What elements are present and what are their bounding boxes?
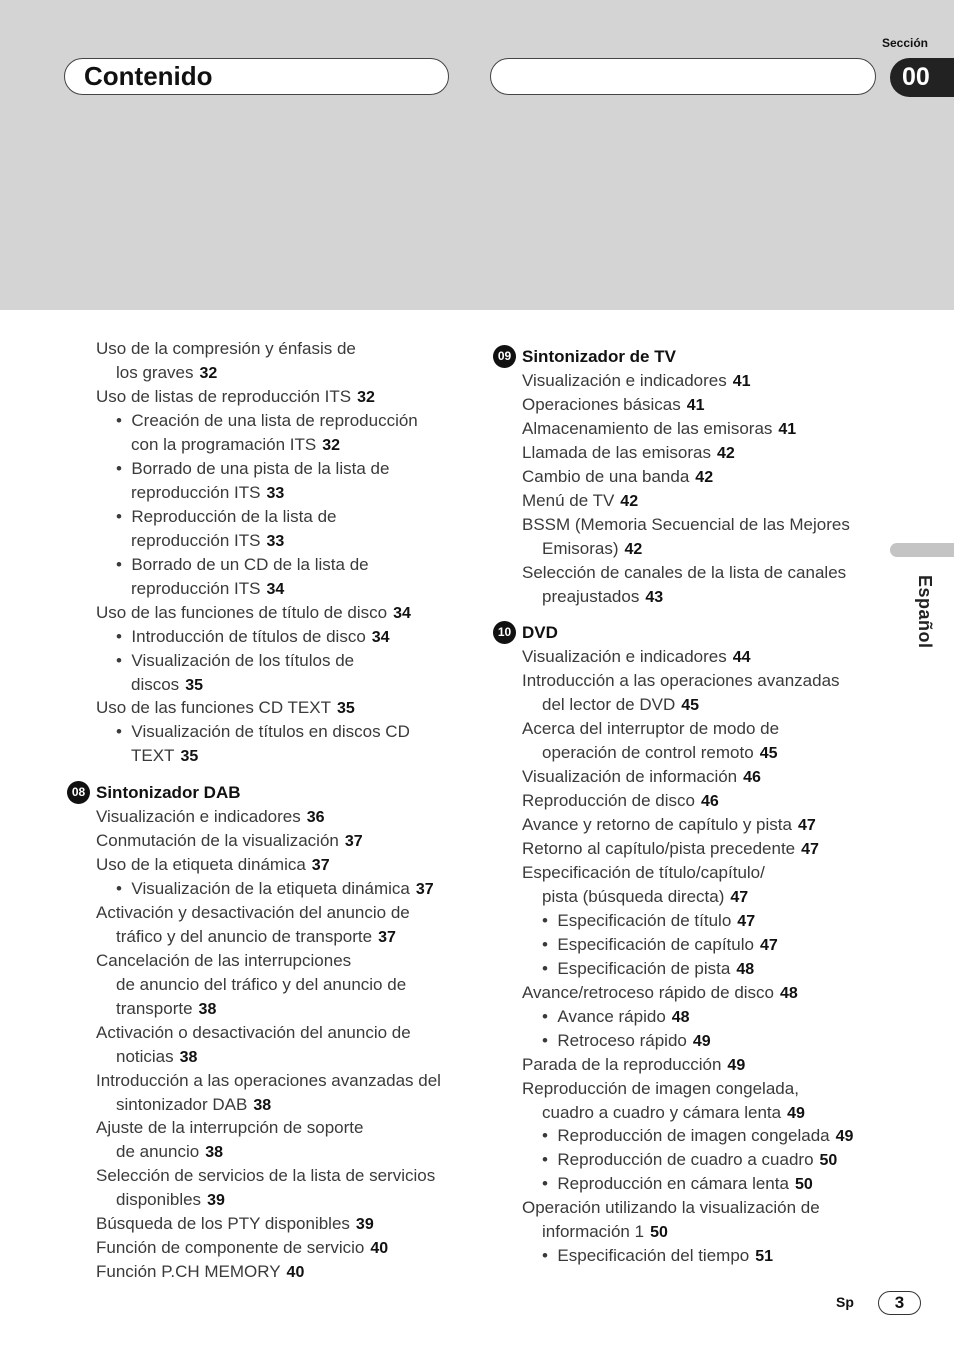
language-label: Español — [915, 575, 935, 649]
toc-entry[interactable]: Emisoras) 42 — [542, 539, 643, 558]
toc-entry[interactable]: tráfico y del anuncio de transporte 37 — [116, 927, 396, 946]
chapter-badge-08: 08 — [67, 781, 90, 804]
toc-entry[interactable]: Avance/retroceso rápido de disco 48 — [522, 983, 798, 1002]
toc-entry[interactable]: Uso de la compresión y énfasis de — [96, 339, 356, 358]
toc-subentry[interactable]: • Avance rápido 48 — [542, 1007, 690, 1026]
toc-subentry[interactable]: • Creación de una lista de reproducción — [116, 411, 418, 430]
toc-subentry[interactable]: • Especificación de título 47 — [542, 911, 756, 930]
toc-entry[interactable]: Reproducción de disco 46 — [522, 791, 719, 810]
toc-subentry[interactable]: • Borrado de un CD de la lista de — [116, 555, 369, 574]
page-number: 3 — [878, 1291, 921, 1315]
toc-entry[interactable]: Llamada de las emisoras 42 — [522, 443, 735, 462]
header-band — [0, 0, 954, 310]
side-tab — [890, 543, 954, 557]
toc-entry[interactable]: Retorno al capítulo/pista precedente 47 — [522, 839, 819, 858]
toc-subentry[interactable]: • Visualización de los títulos de — [116, 651, 355, 670]
toc-subentry[interactable]: • Retroceso rápido 49 — [542, 1031, 711, 1050]
toc-subentry[interactable]: reproducción ITS 33 — [131, 531, 285, 550]
toc-entry[interactable]: Activación y desactivación del anuncio de — [96, 903, 410, 922]
toc-subentry[interactable]: • Especificación del tiempo 51 — [542, 1246, 774, 1265]
toc-subentry[interactable]: • Reproducción de la lista de — [116, 507, 337, 526]
toc-subentry[interactable]: reproducción ITS 34 — [131, 579, 285, 598]
toc-subentry[interactable]: • Especificación de pista 48 — [542, 959, 755, 978]
toc-subentry[interactable]: reproducción ITS 33 — [131, 483, 285, 502]
toc-entry[interactable]: Visualización e indicadores 41 — [522, 371, 751, 390]
chapter-title-tv[interactable]: Sintonizador de TV — [522, 347, 676, 366]
toc-entry[interactable]: Selección de canales de la lista de canales — [522, 563, 847, 582]
toc-entry[interactable]: Menú de TV 42 — [522, 491, 639, 510]
toc-entry[interactable]: Uso de las funciones de título de disco 34 — [96, 603, 411, 622]
chapter-badge-10: 10 — [493, 621, 516, 644]
chapter-title-dab[interactable]: Sintonizador DAB — [96, 783, 241, 802]
toc-entry[interactable]: Visualización e indicadores 36 — [96, 807, 325, 826]
toc-subentry[interactable]: • Borrado de una pista de la lista de — [116, 459, 390, 478]
toc-entry[interactable]: de anuncio del tráfico y del anuncio de — [116, 975, 407, 994]
toc-entry[interactable]: Función P.CH MEMORY 40 — [96, 1262, 305, 1281]
toc-entry[interactable]: noticias 38 — [116, 1047, 198, 1066]
toc-entry[interactable]: Reproducción de imagen congelada, — [522, 1079, 799, 1098]
blank-header-box — [490, 58, 876, 95]
toc-subentry[interactable]: con la programación ITS 32 — [131, 435, 340, 454]
toc-entry[interactable]: preajustados 43 — [542, 587, 664, 606]
chapter-badge-09: 09 — [493, 345, 516, 368]
toc-entry[interactable]: información 1 50 — [542, 1222, 668, 1241]
toc-entry[interactable]: Introducción a las operaciones avanzadas — [522, 671, 840, 690]
toc-entry[interactable]: sintonizador DAB 38 — [116, 1095, 272, 1114]
toc-subentry[interactable]: • Introducción de títulos de disco 34 — [116, 627, 390, 646]
toc-entry[interactable]: Ajuste de la interrupción de soporte — [96, 1118, 364, 1137]
toc-subentry[interactable]: • Especificación de capítulo 47 — [542, 935, 778, 954]
section-number: 00 — [890, 58, 954, 97]
toc-entry[interactable]: Uso de listas de reproducción ITS 32 — [96, 387, 375, 406]
chapter-title-dvd[interactable]: DVD — [522, 623, 558, 642]
toc-entry[interactable]: Uso de la etiqueta dinámica 37 — [96, 855, 330, 874]
toc-entry[interactable]: BSSM (Memoria Secuencial de las Mejores — [522, 515, 850, 534]
toc-subentry[interactable]: • Visualización de la etiqueta dinámica 37 — [116, 879, 434, 898]
section-label: Sección — [881, 36, 929, 50]
toc-entry[interactable]: Uso de las funciones CD TEXT 35 — [96, 698, 355, 717]
toc-entry[interactable]: Almacenamiento de las emisoras 41 — [522, 419, 797, 438]
toc-entry[interactable]: operación de control remoto 45 — [542, 743, 778, 762]
toc-entry[interactable]: Visualización de información 46 — [522, 767, 761, 786]
toc-entry[interactable]: Activación o desactivación del anuncio de — [96, 1023, 411, 1042]
toc-entry[interactable]: del lector de DVD 45 — [542, 695, 700, 714]
toc-entry[interactable]: Operación utilizando la visualización de — [522, 1198, 820, 1217]
toc-entry[interactable]: Acerca del interruptor de modo de — [522, 719, 780, 738]
toc-entry[interactable]: transporte 38 — [116, 999, 217, 1018]
toc-entry[interactable]: disponibles 39 — [116, 1190, 225, 1209]
toc-entry[interactable]: Cambio de una banda 42 — [522, 467, 714, 486]
toc-entry[interactable]: Introducción a las operaciones avanzadas del — [96, 1071, 441, 1090]
toc-entry[interactable]: pista (búsqueda directa) 47 — [542, 887, 749, 906]
toc-entry[interactable]: Cancelación de las interrupciones — [96, 951, 352, 970]
toc-subentry[interactable]: • Reproducción en cámara lenta 50 — [542, 1174, 813, 1193]
toc-entry[interactable]: Parada de la reproducción 49 — [522, 1055, 746, 1074]
toc-subentry[interactable]: discos 35 — [131, 675, 203, 694]
toc-entry[interactable]: Visualización e indicadores 44 — [522, 647, 751, 666]
toc-subentry[interactable]: • Visualización de títulos en discos CD — [116, 722, 410, 741]
toc-entry[interactable]: Avance y retorno de capítulo y pista 47 — [522, 815, 816, 834]
toc-entry[interactable]: Conmutación de la visualización 37 — [96, 831, 363, 850]
footer-lang-code: Sp — [836, 1294, 854, 1310]
toc-entry[interactable]: Selección de servicios de la lista de servicios — [96, 1166, 436, 1185]
toc-entry[interactable]: Función de componente de servicio 40 — [96, 1238, 389, 1257]
toc-entry[interactable]: de anuncio 38 — [116, 1142, 223, 1161]
title-box — [64, 58, 449, 95]
toc-entry[interactable]: Operaciones básicas 41 — [522, 395, 705, 414]
toc-entry[interactable]: los graves 32 — [116, 363, 218, 382]
toc-entry[interactable]: cuadro a cuadro y cámara lenta 49 — [542, 1103, 805, 1122]
page-title: Contenido — [84, 61, 213, 91]
toc-entry[interactable]: Especificación de título/capítulo/ — [522, 863, 765, 882]
toc-subentry[interactable]: • Reproducción de imagen congelada 49 — [542, 1126, 854, 1145]
toc-subentry[interactable]: • Reproducción de cuadro a cuadro 50 — [542, 1150, 838, 1169]
toc-entry[interactable]: Búsqueda de los PTY disponibles 39 — [96, 1214, 374, 1233]
toc-subentry[interactable]: TEXT 35 — [131, 746, 199, 765]
